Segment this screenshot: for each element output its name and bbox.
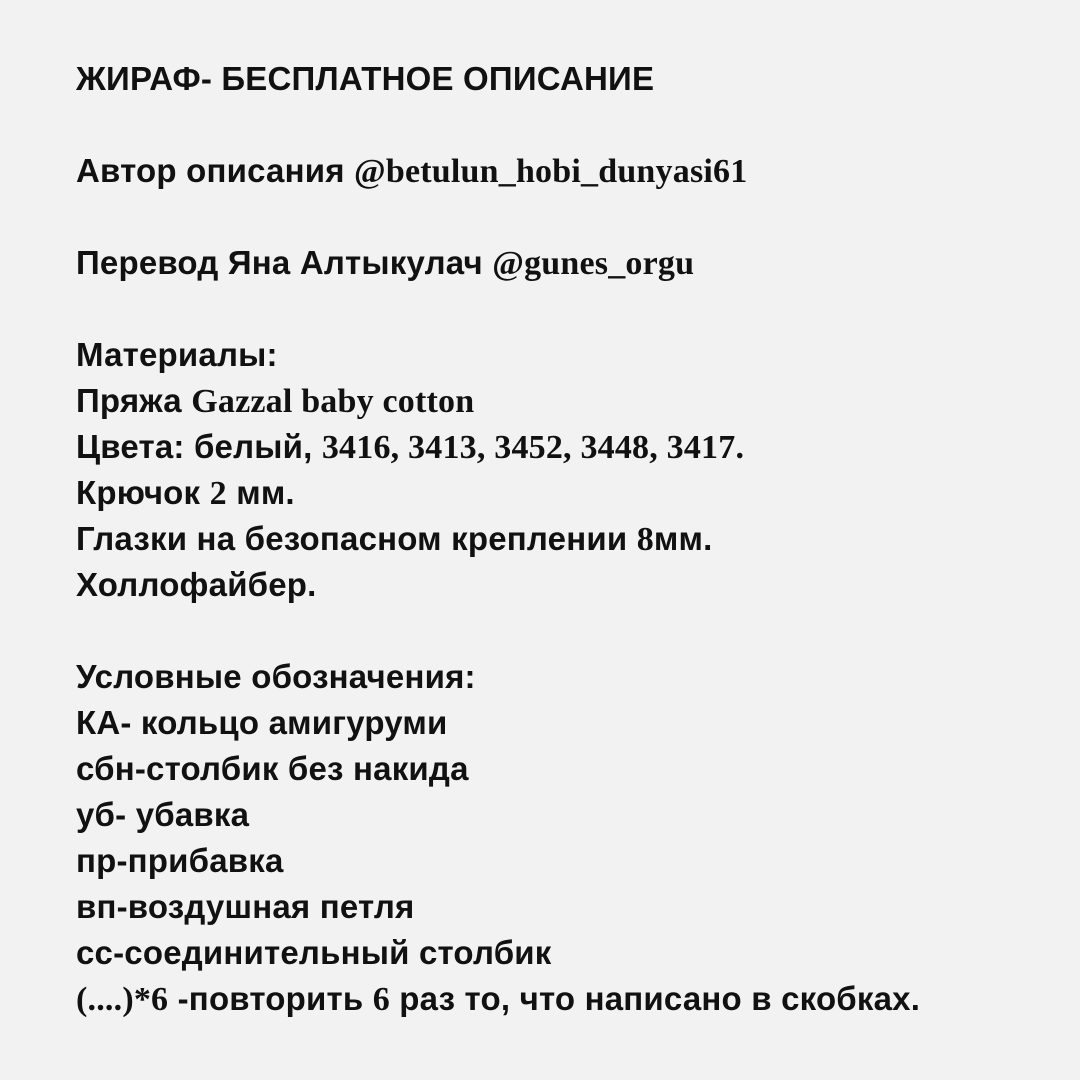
hook-unit: мм. <box>226 474 295 511</box>
repeat-suffix: раз то, что написано в скобках. <box>389 980 921 1017</box>
yarn-name: Gazzal baby cotton <box>191 383 475 420</box>
pattern-description <box>76 56 1066 1022</box>
eyes-size: 8 <box>636 521 654 558</box>
materials-heading: Материалы: <box>76 336 278 373</box>
legend-item: сс-соединительный столбик <box>76 934 552 971</box>
filling-line: Холлофайбер. <box>76 566 317 603</box>
author-label: Автор описания <box>76 152 355 189</box>
yarn-line <box>76 378 1066 424</box>
spacer <box>76 194 1066 240</box>
yarn-label: Пряжа <box>76 382 192 419</box>
spacer <box>76 608 1066 654</box>
hook-size: 2 <box>209 475 227 512</box>
repeat-prefix: (....)*6 <box>76 981 169 1018</box>
translation-line <box>76 240 1066 286</box>
legend-item: пр-прибавка <box>76 842 284 879</box>
hook-label: Крючок <box>76 474 210 511</box>
hook-line <box>76 470 1066 516</box>
document-title: ЖИРАФ- БЕСПЛАТНОЕ ОПИСАНИЕ <box>76 60 655 97</box>
legend-item: уб- убавка <box>76 796 250 833</box>
author-handle: @betulun_hobi_dunyasi61 <box>354 153 748 190</box>
eyes-unit: мм. <box>653 520 713 557</box>
spacer <box>76 286 1066 332</box>
spacer <box>76 102 1066 148</box>
translation-label: Перевод Яна Алтыкулач <box>76 244 493 281</box>
repeat-count: 6 <box>372 981 390 1018</box>
author-line <box>76 148 1066 194</box>
translation-handle: @gunes_orgu <box>492 245 695 282</box>
colors-line <box>76 424 1066 470</box>
legend-item: КА- кольцо амигуруми <box>76 704 448 741</box>
colors-label: Цвета: белый, <box>76 428 322 465</box>
legend-item: сбн-столбик без накида <box>76 750 469 787</box>
repeat-line <box>76 976 1066 1022</box>
colors-values: 3416, 3413, 3452, 3448, 3417. <box>321 429 745 466</box>
legend-heading: Условные обозначения: <box>76 658 476 695</box>
eyes-line <box>76 516 1066 562</box>
eyes-label: Глазки на безопасном креплении <box>76 520 637 557</box>
repeat-text: -повторить <box>168 980 373 1017</box>
legend-item: вп-воздушная петля <box>76 888 415 925</box>
